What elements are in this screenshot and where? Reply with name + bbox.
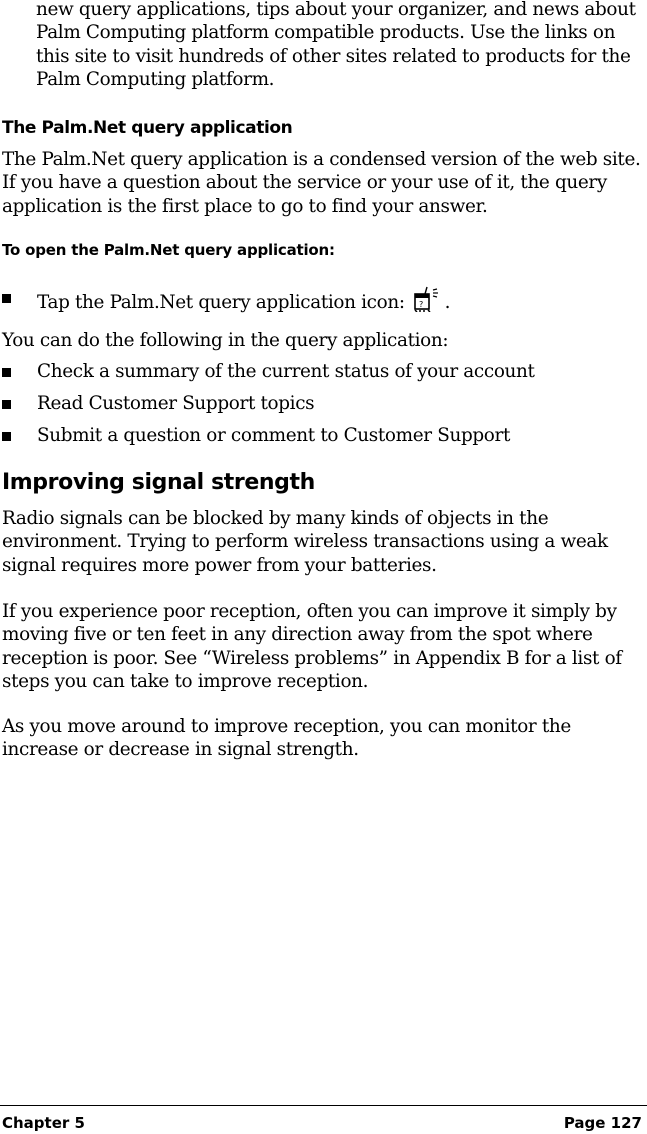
list-item-text: Read Customer Support topics — [37, 393, 315, 414]
procedure-step-end: . — [444, 292, 451, 313]
footer-page-number: Page 127 — [563, 1114, 642, 1132]
footer-divider — [0, 1105, 647, 1106]
intro-paragraph — [36, 0, 640, 91]
list-item-text: Check a summary of the current status of your account — [37, 361, 535, 382]
signal-paragraph-2: If you experience poor reception, often you can improve it simply by moving five or ten feet in any direction away from the spot where reception is poor. See “Wireless problems” in Appendix B for a list of steps you can take to improve reception. — [2, 601, 622, 692]
intro-paragraph-text: new query applications, tips about your organizer, and news about Palm Computing platform compatible products. Use the links on this site to visit hundreds of other sites related to products for the Palm Computing platform. — [36, 0, 636, 90]
query-section-description: The Palm.Net query application is a condensed version of the web site. If you have a question about the service or your use of it, the query application is the first place to go to find your answer. — [2, 149, 641, 217]
palm-net-query-app-icon — [409, 286, 445, 318]
footer-chapter: Chapter 5 — [2, 1114, 85, 1132]
signal-paragraph-3: As you move around to improve reception, you can monitor the increase or decrease in signal strength. — [2, 716, 571, 761]
svg-text:?: ? — [418, 300, 423, 309]
bullet-marker — [2, 432, 11, 441]
query-section-heading: The Palm.Net query application — [2, 118, 293, 138]
procedure-heading: To open the Palm.Net query application: — [2, 241, 335, 259]
procedure-step-text: Tap the Palm.Net query application icon: — [37, 292, 405, 313]
bullet-marker — [2, 368, 11, 377]
bullet-marker — [2, 294, 11, 303]
signal-section-heading: Improving signal strength — [2, 470, 315, 495]
signal-paragraph-1: Radio signals can be blocked by many kinds of objects in the environment. Trying to perform wireless transactions using a weak signal requires more power from your batteries. — [2, 508, 608, 576]
can-do-intro: You can do the following in the query application: — [2, 330, 449, 351]
list-item-text: Submit a question or comment to Customer Support — [37, 425, 511, 446]
bullet-marker — [2, 400, 11, 409]
